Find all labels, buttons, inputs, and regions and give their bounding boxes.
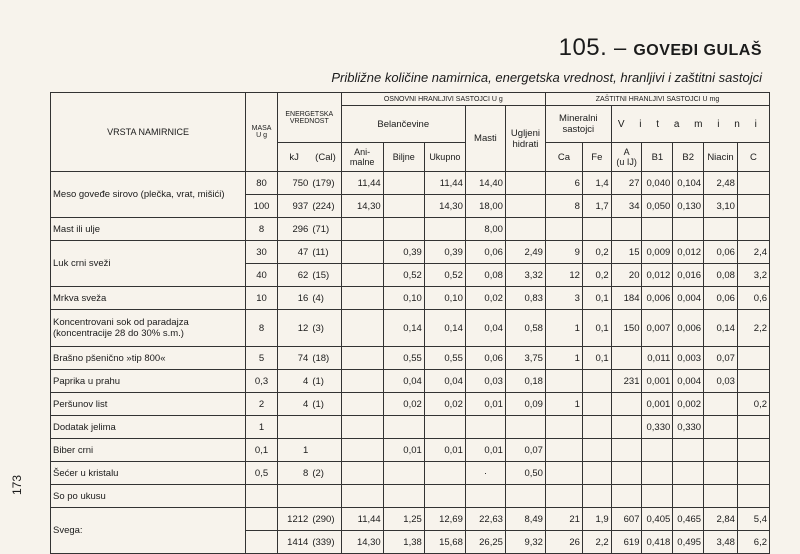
- cell-uk: 0,52: [424, 264, 465, 287]
- col-ca: Ca: [545, 143, 582, 172]
- cell-a: 231: [611, 370, 642, 393]
- cell-masa: [246, 531, 278, 554]
- col-ukupno: Ukupno: [424, 143, 465, 172]
- cell-anim: [341, 310, 383, 347]
- cell-kj: 74: [277, 347, 310, 370]
- cell-anim: [341, 439, 383, 462]
- cell-masti: 14,40: [465, 172, 505, 195]
- cell-fe: 2,2: [582, 531, 611, 554]
- cell-kj: 1: [277, 439, 310, 462]
- cell-b1: 0,009: [642, 241, 673, 264]
- cell-masti: 22,63: [465, 508, 505, 531]
- cell-anim: [341, 287, 383, 310]
- cell-kj: 937: [277, 195, 310, 218]
- cell-a: [611, 347, 642, 370]
- cell-b2: 0,006: [673, 310, 704, 347]
- cell-uk: 14,30: [424, 195, 465, 218]
- cell-b1: 0,330: [642, 416, 673, 439]
- cell-ugh: [505, 218, 545, 241]
- cell-masa: 100: [246, 195, 278, 218]
- table-row: [51, 370, 770, 393]
- ingredient-name: Paprika u prahu: [51, 370, 246, 393]
- cell-c: [737, 195, 769, 218]
- cell-c: [737, 416, 769, 439]
- cell-b1: 0,011: [642, 347, 673, 370]
- cell-masti: 0,06: [465, 241, 505, 264]
- cell-cal: (290): [310, 508, 341, 531]
- cell-b2: 0,465: [673, 508, 704, 531]
- cell-ca: 1: [545, 310, 582, 347]
- cell-b1: 0,040: [642, 172, 673, 195]
- cell-ugh: 0,50: [505, 462, 545, 485]
- cell-bilj: 0,10: [383, 287, 424, 310]
- cell-bilj: 0,04: [383, 370, 424, 393]
- cell-c: [737, 218, 769, 241]
- col-masti: Masti: [465, 106, 505, 172]
- col-cal: (Cal): [310, 143, 341, 172]
- table-row: [51, 416, 770, 439]
- cell-ca: 9: [545, 241, 582, 264]
- cell-masa: 10: [246, 287, 278, 310]
- cell-a: [611, 439, 642, 462]
- cell-masti: 0,06: [465, 347, 505, 370]
- cell-masti: 0,01: [465, 439, 505, 462]
- cell-cal: (2): [310, 462, 341, 485]
- col-belancevine: Belančevine: [341, 106, 465, 143]
- cell-b1: 0,050: [642, 195, 673, 218]
- table-row: [51, 347, 770, 370]
- ingredient-name: Koncentrovani sok od paradajza (koncentracije 28 do 30% s.m.): [51, 310, 246, 347]
- cell-b1: 0,012: [642, 264, 673, 287]
- cell-ca: [545, 462, 582, 485]
- title-dash: –: [613, 35, 627, 60]
- cell-b1: 0,405: [642, 508, 673, 531]
- cell-fe: 0,2: [582, 264, 611, 287]
- cell-masti: 26,25: [465, 531, 505, 554]
- cell-bilj: 0,01: [383, 439, 424, 462]
- col-niacin: Niacin: [704, 143, 738, 172]
- cell-ugh: 2,49: [505, 241, 545, 264]
- table-row: [51, 172, 770, 195]
- cell-b2: 0,330: [673, 416, 704, 439]
- col-energetska: ENERGETSKA VREDNOST: [277, 93, 341, 143]
- cell-nia: [704, 218, 738, 241]
- cell-masti: 0,04: [465, 310, 505, 347]
- cell-cal: (71): [310, 218, 341, 241]
- cell-anim: [341, 218, 383, 241]
- cell-nia: 0,06: [704, 241, 738, 264]
- col-kj: kJ: [277, 143, 310, 172]
- cell-cal: (11): [310, 241, 341, 264]
- cell-masti: ·: [465, 462, 505, 485]
- cell-a: 20: [611, 264, 642, 287]
- cell-ca: [545, 416, 582, 439]
- cell-uk: 12,69: [424, 508, 465, 531]
- cell-b2: [673, 462, 704, 485]
- cell-fe: [582, 416, 611, 439]
- cell-kj: 1212: [277, 508, 310, 531]
- cell-b1: [642, 439, 673, 462]
- cell-cal: (224): [310, 195, 341, 218]
- cell-cal: (15): [310, 264, 341, 287]
- cell-uk: 11,44: [424, 172, 465, 195]
- cell-nia: 2,84: [704, 508, 738, 531]
- cell-uk: [424, 416, 465, 439]
- ingredient-name: Šećer u kristalu: [51, 462, 246, 485]
- cell-c: 2,4: [737, 241, 769, 264]
- cell-cal: (18): [310, 347, 341, 370]
- cell-masti: 0,08: [465, 264, 505, 287]
- cell-nia: 2,48: [704, 172, 738, 195]
- cell-cal: (179): [310, 172, 341, 195]
- cell-nia: [704, 439, 738, 462]
- cell-anim: [341, 416, 383, 439]
- cell-a: 607: [611, 508, 642, 531]
- cell-c: [737, 172, 769, 195]
- cell-kj: 62: [277, 264, 310, 287]
- cell-masa: 80: [246, 172, 278, 195]
- cell-nia: 0,08: [704, 264, 738, 287]
- cell-ca: 21: [545, 508, 582, 531]
- cell-ugh: 3,75: [505, 347, 545, 370]
- cell-fe: 0,1: [582, 310, 611, 347]
- cell-fe: [582, 218, 611, 241]
- cell-ca: [545, 485, 582, 508]
- cell-a: 184: [611, 287, 642, 310]
- cell-bilj: [383, 172, 424, 195]
- cell-c: [737, 370, 769, 393]
- cell-masa: 8: [246, 218, 278, 241]
- recipe-name: GOVEĐI GULAŠ: [633, 42, 762, 59]
- cell-b1: [642, 462, 673, 485]
- cell-ugh: 0,07: [505, 439, 545, 462]
- cell-anim: [341, 264, 383, 287]
- cell-c: [737, 439, 769, 462]
- cell-fe: [582, 485, 611, 508]
- cell-bilj: 0,39: [383, 241, 424, 264]
- cell-ugh: 0,09: [505, 393, 545, 416]
- ingredient-name: So po ukusu: [51, 485, 246, 508]
- cell-ca: [545, 439, 582, 462]
- cell-kj: [277, 485, 310, 508]
- cell-ca: [545, 218, 582, 241]
- cell-masti: 18,00: [465, 195, 505, 218]
- cell-masa: 1: [246, 416, 278, 439]
- table-row: [51, 241, 770, 264]
- cell-bilj: 0,02: [383, 393, 424, 416]
- cell-ugh: 0,18: [505, 370, 545, 393]
- cell-kj: 296: [277, 218, 310, 241]
- cell-nia: 0,06: [704, 287, 738, 310]
- cell-cal: (4): [310, 287, 341, 310]
- cell-nia: 3,10: [704, 195, 738, 218]
- cell-nia: 0,14: [704, 310, 738, 347]
- cell-b2: 0,104: [673, 172, 704, 195]
- table-row: [51, 393, 770, 416]
- cell-bilj: 0,14: [383, 310, 424, 347]
- cell-masti: 0,03: [465, 370, 505, 393]
- cell-nia: 3,48: [704, 531, 738, 554]
- cell-kj: 47: [277, 241, 310, 264]
- cell-ca: 3: [545, 287, 582, 310]
- cell-bilj: 0,55: [383, 347, 424, 370]
- cell-cal: (1): [310, 393, 341, 416]
- cell-ugh: 0,83: [505, 287, 545, 310]
- cell-masti: 0,01: [465, 393, 505, 416]
- cell-c: [737, 462, 769, 485]
- table-row: [51, 310, 770, 347]
- cell-anim: [341, 462, 383, 485]
- cell-b2: 0,003: [673, 347, 704, 370]
- cell-ugh: 8,49: [505, 508, 545, 531]
- ingredient-name: Biber crni: [51, 439, 246, 462]
- cell-fe: [582, 370, 611, 393]
- col-animalne: Ani- malne: [341, 143, 383, 172]
- cell-ugh: [505, 195, 545, 218]
- cell-a: 34: [611, 195, 642, 218]
- table-row: [51, 485, 770, 508]
- cell-fe: [582, 439, 611, 462]
- cell-cal: [310, 416, 341, 439]
- cell-b2: 0,002: [673, 393, 704, 416]
- cell-anim: [341, 393, 383, 416]
- cell-anim: 11,44: [341, 172, 383, 195]
- cell-c: 3,2: [737, 264, 769, 287]
- cell-ca: 6: [545, 172, 582, 195]
- col-vitamini: V i t a m i n i: [611, 106, 769, 143]
- cell-masti: [465, 485, 505, 508]
- cell-masti: 0,02: [465, 287, 505, 310]
- cell-uk: 0,14: [424, 310, 465, 347]
- cell-bilj: [383, 416, 424, 439]
- cell-a: [611, 462, 642, 485]
- cell-c: [737, 485, 769, 508]
- cell-kj: 16: [277, 287, 310, 310]
- cell-masa: 30: [246, 241, 278, 264]
- cell-anim: [341, 347, 383, 370]
- cell-masa: 2: [246, 393, 278, 416]
- ingredient-name: Brašno pšenično »tip 800«: [51, 347, 246, 370]
- table-body: [51, 172, 770, 554]
- cell-b2: 0,004: [673, 370, 704, 393]
- recipe-number: 105.: [558, 34, 608, 61]
- cell-anim: [341, 370, 383, 393]
- cell-uk: [424, 218, 465, 241]
- cell-ca: 12: [545, 264, 582, 287]
- cell-b2: [673, 439, 704, 462]
- cell-fe: 0,1: [582, 347, 611, 370]
- cell-ugh: [505, 485, 545, 508]
- cell-c: 2,2: [737, 310, 769, 347]
- cell-ca: 1: [545, 393, 582, 416]
- cell-kj: 4: [277, 393, 310, 416]
- cell-anim: 11,44: [341, 508, 383, 531]
- col-masa: MASA U g: [246, 93, 278, 172]
- cell-nia: 0,07: [704, 347, 738, 370]
- cell-masti: 8,00: [465, 218, 505, 241]
- cell-ugh: 0,58: [505, 310, 545, 347]
- cell-cal: (339): [310, 531, 341, 554]
- cell-c: 0,6: [737, 287, 769, 310]
- cell-ugh: [505, 172, 545, 195]
- cell-b2: [673, 485, 704, 508]
- cell-uk: 0,02: [424, 393, 465, 416]
- table-row: [51, 439, 770, 462]
- cell-masa: 0,1: [246, 439, 278, 462]
- cell-a: [611, 485, 642, 508]
- cell-c: 5,4: [737, 508, 769, 531]
- cell-bilj: [383, 195, 424, 218]
- cell-cal: [310, 439, 341, 462]
- cell-fe: 1,9: [582, 508, 611, 531]
- cell-masa: [246, 485, 278, 508]
- nutrition-table: [50, 92, 770, 554]
- col-ugljeni: Ugljeni hidrati: [505, 106, 545, 172]
- cell-b1: 0,006: [642, 287, 673, 310]
- col-b1: B1: [642, 143, 673, 172]
- cell-bilj: [383, 485, 424, 508]
- cell-c: [737, 347, 769, 370]
- table-row: [51, 287, 770, 310]
- ingredient-name: Mast ili ulje: [51, 218, 246, 241]
- cell-ca: 26: [545, 531, 582, 554]
- cell-b1: 0,007: [642, 310, 673, 347]
- cell-b1: 0,418: [642, 531, 673, 554]
- page-number: 173: [10, 474, 24, 495]
- cell-a: [611, 393, 642, 416]
- cell-nia: 0,03: [704, 370, 738, 393]
- cell-c: 0,2: [737, 393, 769, 416]
- cell-masa: 40: [246, 264, 278, 287]
- table-row: [51, 218, 770, 241]
- cell-kj: 1414: [277, 531, 310, 554]
- cell-bilj: [383, 218, 424, 241]
- cell-nia: [704, 485, 738, 508]
- col-mineralni: Mineralni sastojci: [545, 106, 611, 143]
- cell-kj: 4: [277, 370, 310, 393]
- cell-b2: 0,130: [673, 195, 704, 218]
- col-vrsta: VRSTA NAMIRNICE: [51, 93, 246, 172]
- col-c: C: [737, 143, 769, 172]
- cell-kj: [277, 416, 310, 439]
- cell-nia: [704, 416, 738, 439]
- cell-anim: 14,30: [341, 195, 383, 218]
- cell-masa: 5: [246, 347, 278, 370]
- cell-anim: 14,30: [341, 531, 383, 554]
- cell-uk: 15,68: [424, 531, 465, 554]
- cell-bilj: 1,25: [383, 508, 424, 531]
- cell-uk: 0,10: [424, 287, 465, 310]
- col-b2: B2: [673, 143, 704, 172]
- cell-fe: [582, 462, 611, 485]
- col-fe: Fe: [582, 143, 611, 172]
- cell-kj: 750: [277, 172, 310, 195]
- page-subtitle: Približne količine namirnica, energetska vrednost, hranljivi i zaštitni sastojci: [331, 70, 762, 85]
- cell-a: 150: [611, 310, 642, 347]
- cell-uk: 0,01: [424, 439, 465, 462]
- cell-fe: 0,2: [582, 241, 611, 264]
- cell-uk: 0,55: [424, 347, 465, 370]
- total-label: Svega:: [51, 508, 246, 554]
- cell-ca: 1: [545, 347, 582, 370]
- cell-a: 27: [611, 172, 642, 195]
- ingredient-name: Meso goveđe sirovo (plečka, vrat, mišići): [51, 172, 246, 218]
- cell-masa: 0,3: [246, 370, 278, 393]
- cell-masa: [246, 508, 278, 531]
- cell-uk: 0,39: [424, 241, 465, 264]
- cell-uk: [424, 485, 465, 508]
- cell-masa: 8: [246, 310, 278, 347]
- cell-b2: 0,012: [673, 241, 704, 264]
- cell-nia: [704, 462, 738, 485]
- cell-b2: 0,016: [673, 264, 704, 287]
- cell-ca: 8: [545, 195, 582, 218]
- cell-b2: [673, 218, 704, 241]
- cell-b1: [642, 485, 673, 508]
- cell-kj: 8: [277, 462, 310, 485]
- cell-masa: 0,5: [246, 462, 278, 485]
- cell-b2: 0,495: [673, 531, 704, 554]
- cell-anim: [341, 241, 383, 264]
- cell-fe: 1,7: [582, 195, 611, 218]
- ingredient-name: Luk crni sveži: [51, 241, 246, 287]
- cell-fe: 1,4: [582, 172, 611, 195]
- col-a: A (u IJ): [611, 143, 642, 172]
- cell-cal: (3): [310, 310, 341, 347]
- cell-ca: [545, 370, 582, 393]
- cell-fe: 0,1: [582, 287, 611, 310]
- cell-a: [611, 218, 642, 241]
- cell-bilj: [383, 462, 424, 485]
- cell-uk: [424, 462, 465, 485]
- cell-b1: 0,001: [642, 370, 673, 393]
- cell-b1: [642, 218, 673, 241]
- cell-kj: 12: [277, 310, 310, 347]
- page-title: [559, 34, 762, 62]
- cell-ugh: 3,32: [505, 264, 545, 287]
- cell-anim: [341, 485, 383, 508]
- col-osnovni: OSNOVNI HRANLJIVI SASTOJCI U g: [341, 93, 545, 106]
- cell-a: 15: [611, 241, 642, 264]
- cell-ugh: 9,32: [505, 531, 545, 554]
- cell-fe: [582, 393, 611, 416]
- cell-a: 619: [611, 531, 642, 554]
- col-zastitni: ZAŠTITNI HRANLJIVI SASTOJCI U mg: [545, 93, 769, 106]
- col-biljne: Biljne: [383, 143, 424, 172]
- table-row: [51, 462, 770, 485]
- cell-a: [611, 416, 642, 439]
- cell-b2: 0,004: [673, 287, 704, 310]
- total-row: [51, 508, 770, 531]
- cell-cal: [310, 485, 341, 508]
- ingredient-name: Peršunov list: [51, 393, 246, 416]
- cell-bilj: 0,52: [383, 264, 424, 287]
- cell-ugh: [505, 416, 545, 439]
- cell-cal: (1): [310, 370, 341, 393]
- cell-nia: [704, 393, 738, 416]
- cell-uk: 0,04: [424, 370, 465, 393]
- cell-c: 6,2: [737, 531, 769, 554]
- ingredient-name: Mrkva sveža: [51, 287, 246, 310]
- cell-b1: 0,001: [642, 393, 673, 416]
- ingredient-name: Dodatak jelima: [51, 416, 246, 439]
- cell-bilj: 1,38: [383, 531, 424, 554]
- cell-masti: [465, 416, 505, 439]
